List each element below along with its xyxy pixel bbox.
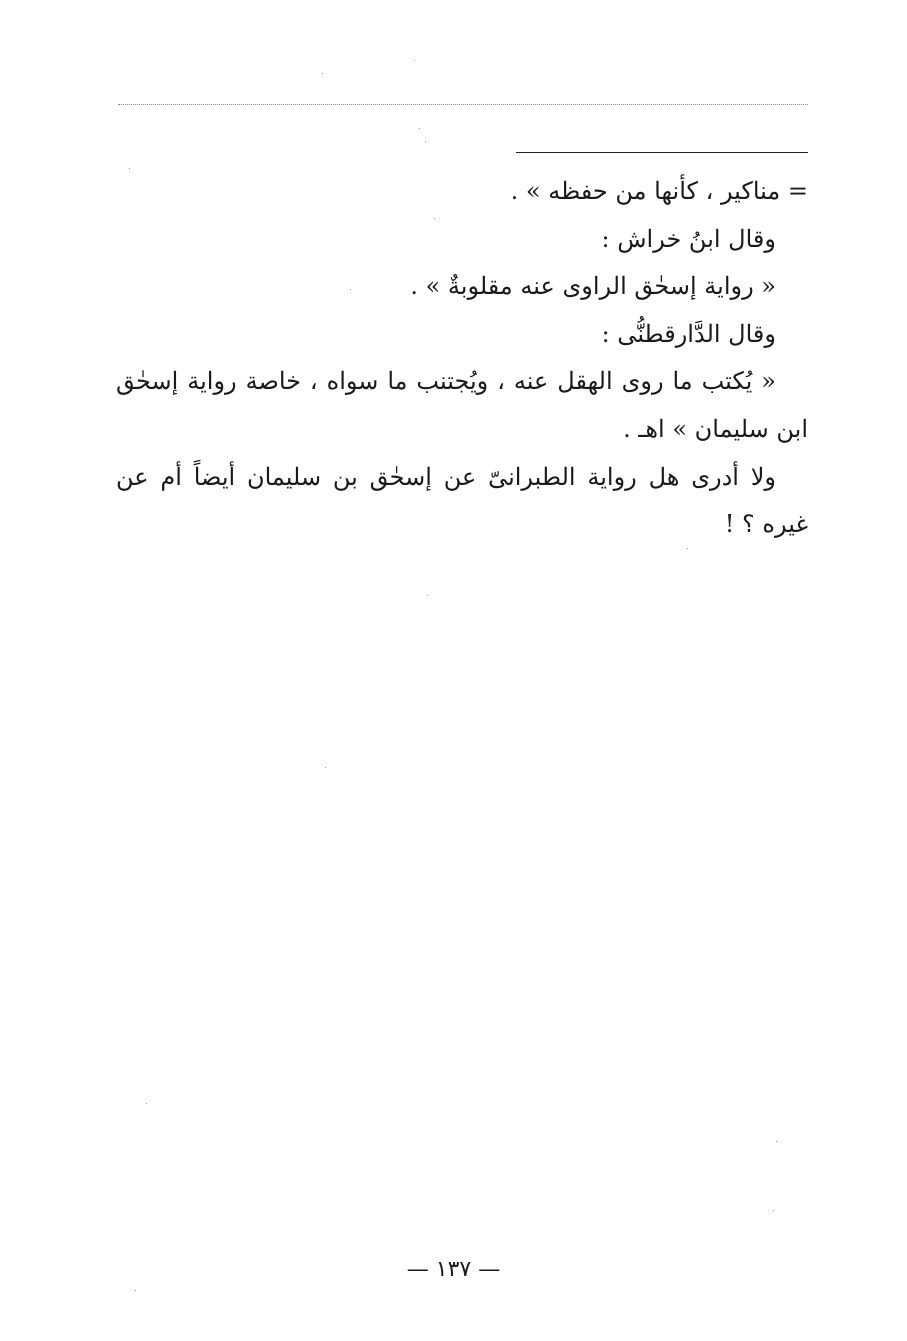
header-dotted-rule	[118, 104, 808, 105]
scan-speck	[129, 168, 130, 169]
footnote-line-4: وقال الدَّارقطنُّى :	[601, 319, 776, 348]
footnote-line-1: = مناكير ، كأنها من حفظه » .	[510, 177, 808, 205]
scan-speck	[425, 141, 426, 142]
scan-speck	[773, 1210, 774, 1211]
footnote-line-7: ولا أدرى هل رواية الطبرانىّ عن إسحٰق بن سليمان أيضاً أم عن	[116, 462, 776, 491]
scan-speck	[325, 767, 326, 768]
scan-speck	[427, 595, 428, 596]
footnote-line-8: غيره ؟ !	[724, 510, 808, 539]
scan-speck	[350, 289, 351, 290]
scan-speck	[419, 128, 420, 129]
scan-speck	[434, 218, 435, 219]
footnote-line-3: « رواية إسحٰق الراوى عنه مقلوبةٌ » .	[410, 272, 776, 301]
page-number: — ١٣٧ —	[406, 1257, 501, 1282]
scan-speck	[146, 1103, 147, 1104]
footnote-separator-rule	[516, 152, 808, 153]
footnote-line-6: ابن سليمان » اهـ .	[623, 414, 808, 443]
scan-speck	[414, 60, 415, 61]
footnote-line-5: « يُكتب ما روى الهقل عنه ، ويُجتنب ما سواه ، خاصة رواية إسحٰق	[116, 367, 776, 396]
footnote-line-2: وقال ابنُ خراش :	[601, 224, 776, 253]
scan-speck	[776, 1141, 777, 1142]
scan-speck	[687, 548, 688, 549]
scan-speck	[135, 1290, 136, 1291]
scan-speck	[322, 73, 323, 74]
footnote-text-block	[116, 168, 808, 549]
